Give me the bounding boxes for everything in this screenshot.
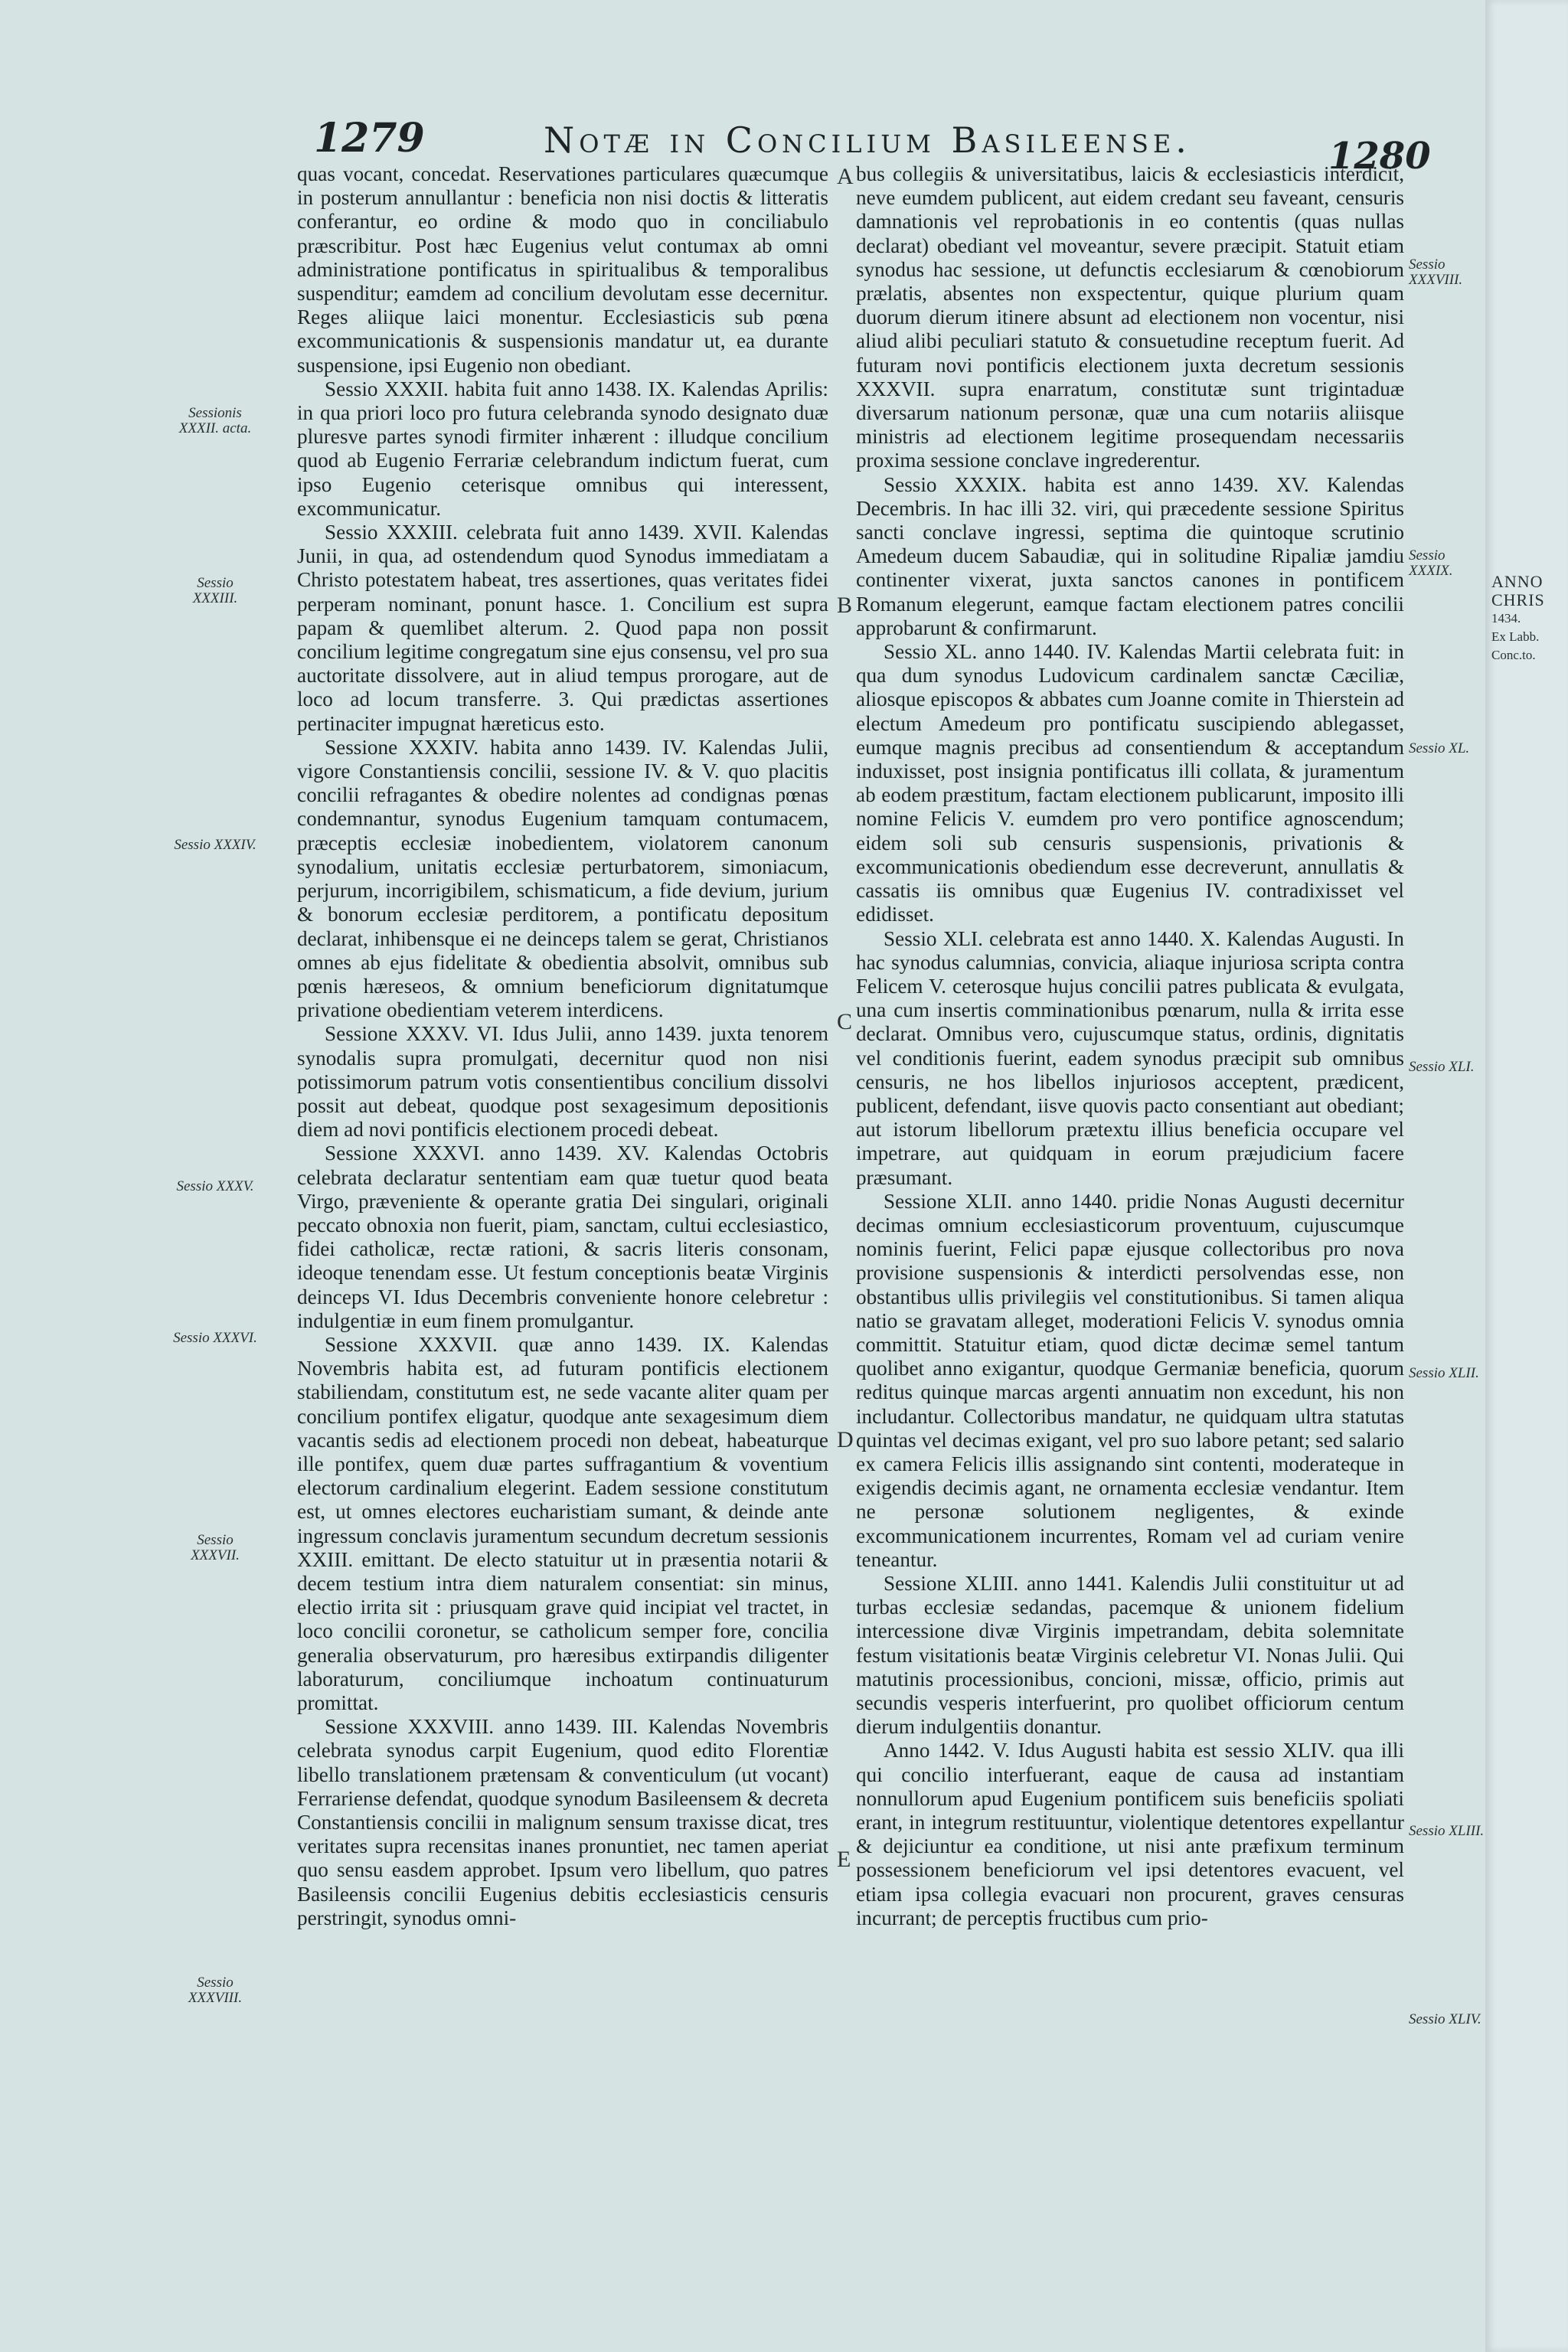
paragraph: Sessione XLII. anno 1440. pridie Nonas Augusti decernitur decimas omnium ecclesiasticorum proventuum, cujuscumque nominis fuerint, Felici papæ ejusque collectoribus pro nova provisione suspensionis & interdicti persolvendas esse, non obstantibus ullis privilegiis vel constitutionibus. Si tamen aliqua natio se gravatam alleget, moderationi Felicis V. synodus omnia committit. Statuitur etiam, quod dictæ decimæ semel tantum quolibet anno exigantur, quodque Germaniæ beneficia, quorum reditus quinque marcas argenti annuatim non excedunt, his non includantur. Collectoribus mandatur, ne quidquam ultra statutas quintas vel decimas exigant, vel pro suo labore petant; sed salario ex camera Felicis illis assignando sint contenti, moderateque in exigendis decimis agant, ne ornamenta ecclesiæ vendantur. Item ne personæ solutionem negligentes, & exinde excommunicationem incurrentes, Romam vel ad curiam venire teneantur. xyxy=(856,1189,1404,1571)
margin-note-left: Sessio XXXV. xyxy=(176,1178,254,1194)
section-letter: A xyxy=(837,164,854,189)
adjacent-page-strip xyxy=(1485,0,1568,2352)
paragraph: Sessione XXXVI. anno 1439. XV. Kalendas Octobris celebrata declaratur sententiam eam quæ tuetur quod beata Virgo, præveniente & operante gratia Dei singulari, originali peccato obnoxia non fuerit, piam, sanctam, cultui ecclesiastico, fidei catholicæ, rectæ rationi, & sacris literis consonam, ideoque tenendam esse. Ut festum conceptionis beatæ Virginis deinceps VI. Idus Decembris conveniente honore celebretur : indulgentiæ in eum finem promulgantur. xyxy=(297,1142,828,1332)
margin-note-right: Sessio XLIII. xyxy=(1409,1823,1485,1839)
section-letter: D xyxy=(837,1427,854,1452)
strip-line: ANNO xyxy=(1491,572,1544,591)
strip-line: CHRIS xyxy=(1491,590,1545,609)
paragraph: Sessio XLI. celebrata est anno 1440. X. Kalendas Augusti. In hac synodus calumnias, convicia, aliaque injuriosa scripta contra Felicem V. ceterosque hujus concilii patres publicata & evulgata, una cum insertis comminationibus pœnarum, nulla & irrita esse declarat. Omnibus vero, cujuscumque status, ordinis, dignitatis vel conditionis fuerint, eadem synodus præcipit sub omnibus censuris, ne hos libellos injuriosos acceptent, prædicent, publicent, defendant, iisve quovis pacto consentiant aut obediant; aut istorum libellorum prætextu illius beneficia occupare vel impetrare, aut quidquam in eorum præjudicium facere præsumant. xyxy=(856,926,1404,1189)
page-number-left: 1279 xyxy=(314,115,425,162)
paragraph: Sessione XXXV. VI. Idus Julii, anno 1439. juxta tenorem synodalis supra promulgati, decernitur quod non nisi potissimorum patrum votis consentientibus concilium dissolvi possit aut debeat, quodque post sexagesimum depositionis diem ad novi pontificis electionem procedi debeat. xyxy=(297,1022,828,1142)
margin-note-left: Sessio XXXIV. xyxy=(174,837,256,853)
section-letter: B xyxy=(837,593,853,618)
left-text-column xyxy=(297,162,828,1930)
section-letter: E xyxy=(837,1847,851,1872)
paragraph: Sessione XXXVII. quæ anno 1439. IX. Kalendas Novembris habita est, ad futuram pontificis electionem stabiliendam, constitutum est, ne sede vacante aliter quam per concilium pontifex eligatur, quodque ante sexagesimum diem vacantis sedis ad electionem procedi non debeat, habeaturque ille pontifex, quem duæ partes suffragantium & voventium electorum cardinalium elegerint. Eadem sessione constitutum est, ut omnes electores eucharistiam sumant, & deinde ante ingressum conclavis juramentum secundum decretum sessionis XXIII. emittant. De electo statuitur ut in præsentia notarii & decem testium intra diem naturalem consentiat: sin minus, electio irrita sit : priusquam grave quid incipiat vel tractet, in loco concilii coronetur, se catholicum semper fore, concilia generalia observaturum, pro hæresibus extirpandis diligenter laboraturum, conciliumque inchoatum continuaturum promittat. xyxy=(297,1332,828,1714)
paragraph: Sessione XXXIV. habita anno 1439. IV. Kalendas Julii, vigore Constantiensis concilii, sessione IV. & V. quo placitis concilii refragantes & obedire nolentes ad condignas pœnas condemnantur, synodus Eugenium tamquam contumacem, præceptis ecclesiæ inobedientem, violatorem canonum synodalium, unitatis ecclesiæ perturbatorem, simoniacum, perjurum, incorrigibilem, schismaticum, a fide devium, jurium & bonorum ecclesiæ perditorem, a pontificatu depositum declarat, inhibensque ei ne deinceps talem se gerat, Christianos omnes ab ejus fidelitate & obedientia absolvit, omnibus sub pœnis hæreseos, & omnium beneficiorum dignitatumque privatione obedientiam veterem interdicens. xyxy=(297,735,828,1022)
margin-note-left: Sessio XXXVII. xyxy=(191,1532,240,1563)
margin-note-right: Sessio XXXVIII. xyxy=(1409,256,1463,288)
margin-note-left: Sessio XXXVIII. xyxy=(188,1975,243,2006)
paragraph: Sessio XXXIII. celebrata fuit anno 1439. XVII. Kalendas Junii, in qua, ad ostendendum quod Synodus immediatam a Christo potestatem habeat, tres assertiones, quas veritates fidei perperam nominant, ponunt hasce. 1. Concilium est supra papam & quemlibet alterum. 2. Quod papa non possit concilium legitime congregatum sine ejus consensu, vel pro sua auctoritate dissolvere, aut in aliud tempus prorogare, aut de loco ad locum transferre. 3. Qui prædictas assertiones pertinaciter impugnat hæreticus esto. xyxy=(297,521,828,735)
margin-note-left: Sessio XXXVI. xyxy=(173,1330,257,1346)
section-letter: C xyxy=(837,1009,853,1034)
paragraph: Sessione XXXVIII. anno 1439. III. Kalendas Novembris celebrata synodus carpit Eugenium, quod edito Florentiæ libello translationem prætensam & conventiculum (ut vocant) Ferrariense defendat, quodque synodum Basileensem & decreta Constantiensis concilii in malignum sensum traxisse dicat, tres veritates supra recensitas inanes pronuntiet, nec tamen aperiat quo sensu easdem approbet. Ipsum vero libellum, quo patres Basileensis concilii Eugenius debitis ecclesiasticis censuris perstringit, synodus omni- xyxy=(297,1715,828,1929)
running-title: Notæ in Concilium Basileense. xyxy=(544,119,1191,161)
paragraph: Sessione XLIII. anno 1441. Kalendis Julii constituitur ut ad turbas ecclesiæ sedandas, pacemque & unionem fidelium intercessione divæ Virginis impetrandam, debita solemnitate festum visitationis beatæ Virginis celebretur VI. Nonas Julii. Qui matutinis processionibus, concioni, missæ, officio, primis aut secundis vesperis interfuerint, pro quolibet officiorum centum dierum indulgentiis donantur. xyxy=(856,1571,1404,1739)
margin-note-right: Sessio XLIV. xyxy=(1409,2011,1481,2027)
margin-note-right: Sessio XLII. xyxy=(1409,1365,1479,1381)
adjacent-page-margin-text xyxy=(1491,573,1565,665)
paragraph: Sessio XL. anno 1440. IV. Kalendas Martii celebrata fuit: in qua dum synodus Ludovicum cardinalem sanctæ Cæciliæ, aliosque episcopos & abbates cum Joanne comite in Thierstein ad electum Amedeum pro pontificatu suscipiendo ablegasset, eumque magnis precibus ad consentiendum & acceptandum induxisset, post insignia pontificatus illi collata, & juramentum ab eodem præstitum, factam electionem publicarunt, imposito illi nomine Felicis V. eumdem pro vero pontifice agnoscendum; eidem soli sub censuris suspensionis, privationis & excommunicationis obediendum esse decreverunt, annullatis & cassatis iis omnibus quæ Eugenius IV. contradixisset vel edidisset. xyxy=(856,640,1404,926)
margin-note-left: Sessio XXXIII. xyxy=(192,575,238,606)
paragraph: Anno 1442. V. Idus Augusti habita est sessio XLIV. qua illi qui concilio interfuerant, eaque de causa ad instantiam nonnullorum apud Eugenium pontificem suis beneficiis spoliati erant, in integrum restituuntur, violentique detentores expellantur & dejiciuntur ea conditione, ut nisi ante præfixum terminum possessionem beneficiorum vel ipsi detentores evacuent, vel etiam ipsa collegia evacuari non procurent, graves censuras incurrant; de perceptis fructibus cum prio- xyxy=(856,1739,1404,1929)
margin-note-right: Sessio XL. xyxy=(1409,740,1470,756)
strip-line: Conc.to. xyxy=(1491,648,1536,662)
paragraph: Sessio XXXII. habita fuit anno 1438. IX. Kalendas Aprilis: in qua priori loco pro futura celebranda synodo designato duæ pluresve partes synodi firmiter inhærent : illudque concilium quod ab Eugenio Ferrariæ celebrandum indictum fuerat, cum ipso Eugenio ceterisque omnibus qui interessent, excommunicatur. xyxy=(297,377,828,520)
strip-line: 1434. xyxy=(1491,611,1521,626)
page-number-right: 1280 xyxy=(1328,135,1431,178)
margin-note-right: Sessio XLI. xyxy=(1409,1059,1475,1075)
paragraph: bus collegiis & universitatibus, laicis & ecclesiasticis interdicit, neve eumdem publicent, aut eidem credant seu faveant, censuris damnationis vel reprobationis in eo contentis (quas nullas declarat) obediant vel moveantur, severe præcipit. Statuit etiam synodus hac sessione, ut defunctis ecclesiarum & cœnobiorum prælatis, absentes non exspectentur, quique plurium quam duorum dierum itinere absunt ad electionem non vocentur, nisi aliud alibi peculiari statuto & consuetudine receptum fuerit. Ad futuram novi pontificis electionem juxta decretum sessionis XXXVII. supra enarratum, constitutæ sunt trigintaduæ diversarum nationum personæ, quæ una cum notariis aliisque ministris ad electionem legitime prosequendam necessariis proxima sessione conclave ingrederentur. xyxy=(856,162,1404,472)
strip-line: Ex Labb. xyxy=(1491,629,1540,644)
right-text-column xyxy=(856,162,1404,1930)
paragraph: Sessio XXXIX. habita est anno 1439. XV. Kalendas Decembris. In hac illi 32. viri, qui præcedente sessione Spiritus sancti conclave ingressi, septima die quintoque scrutinio Amedeum ducem Sabaudiæ, qui in solitudine Ripaliæ jamdiu continenter vixerat, juxta sanctos canones in pontificem Romanum elegerunt, eamque factam electionem patres concilii approbarunt & confirmarunt. xyxy=(856,472,1404,639)
paragraph: quas vocant, concedat. Reservationes particulares quæcumque in posterum annullantur : beneficia non nisi doctis & litteratis conferantur, eo ordine & modo quo in conciliabulo præscribitur. Post hæc Eugenius velut contumax ab omni administratione pontificatus in spiritualibus & temporalibus suspenditur; eamdem ad concilium devolutam esse decernitur. Reges aliique laici monentur. Ecclesiasticis sub pœna excommunicationis & suspensionis mandatur ut, ea durante suspensione, ipsi Eugenio non obediant. xyxy=(297,162,828,377)
margin-note-left: Sessionis XXXII. acta. xyxy=(178,405,252,436)
margin-note-right: Sessio XXXIX. xyxy=(1409,547,1453,579)
